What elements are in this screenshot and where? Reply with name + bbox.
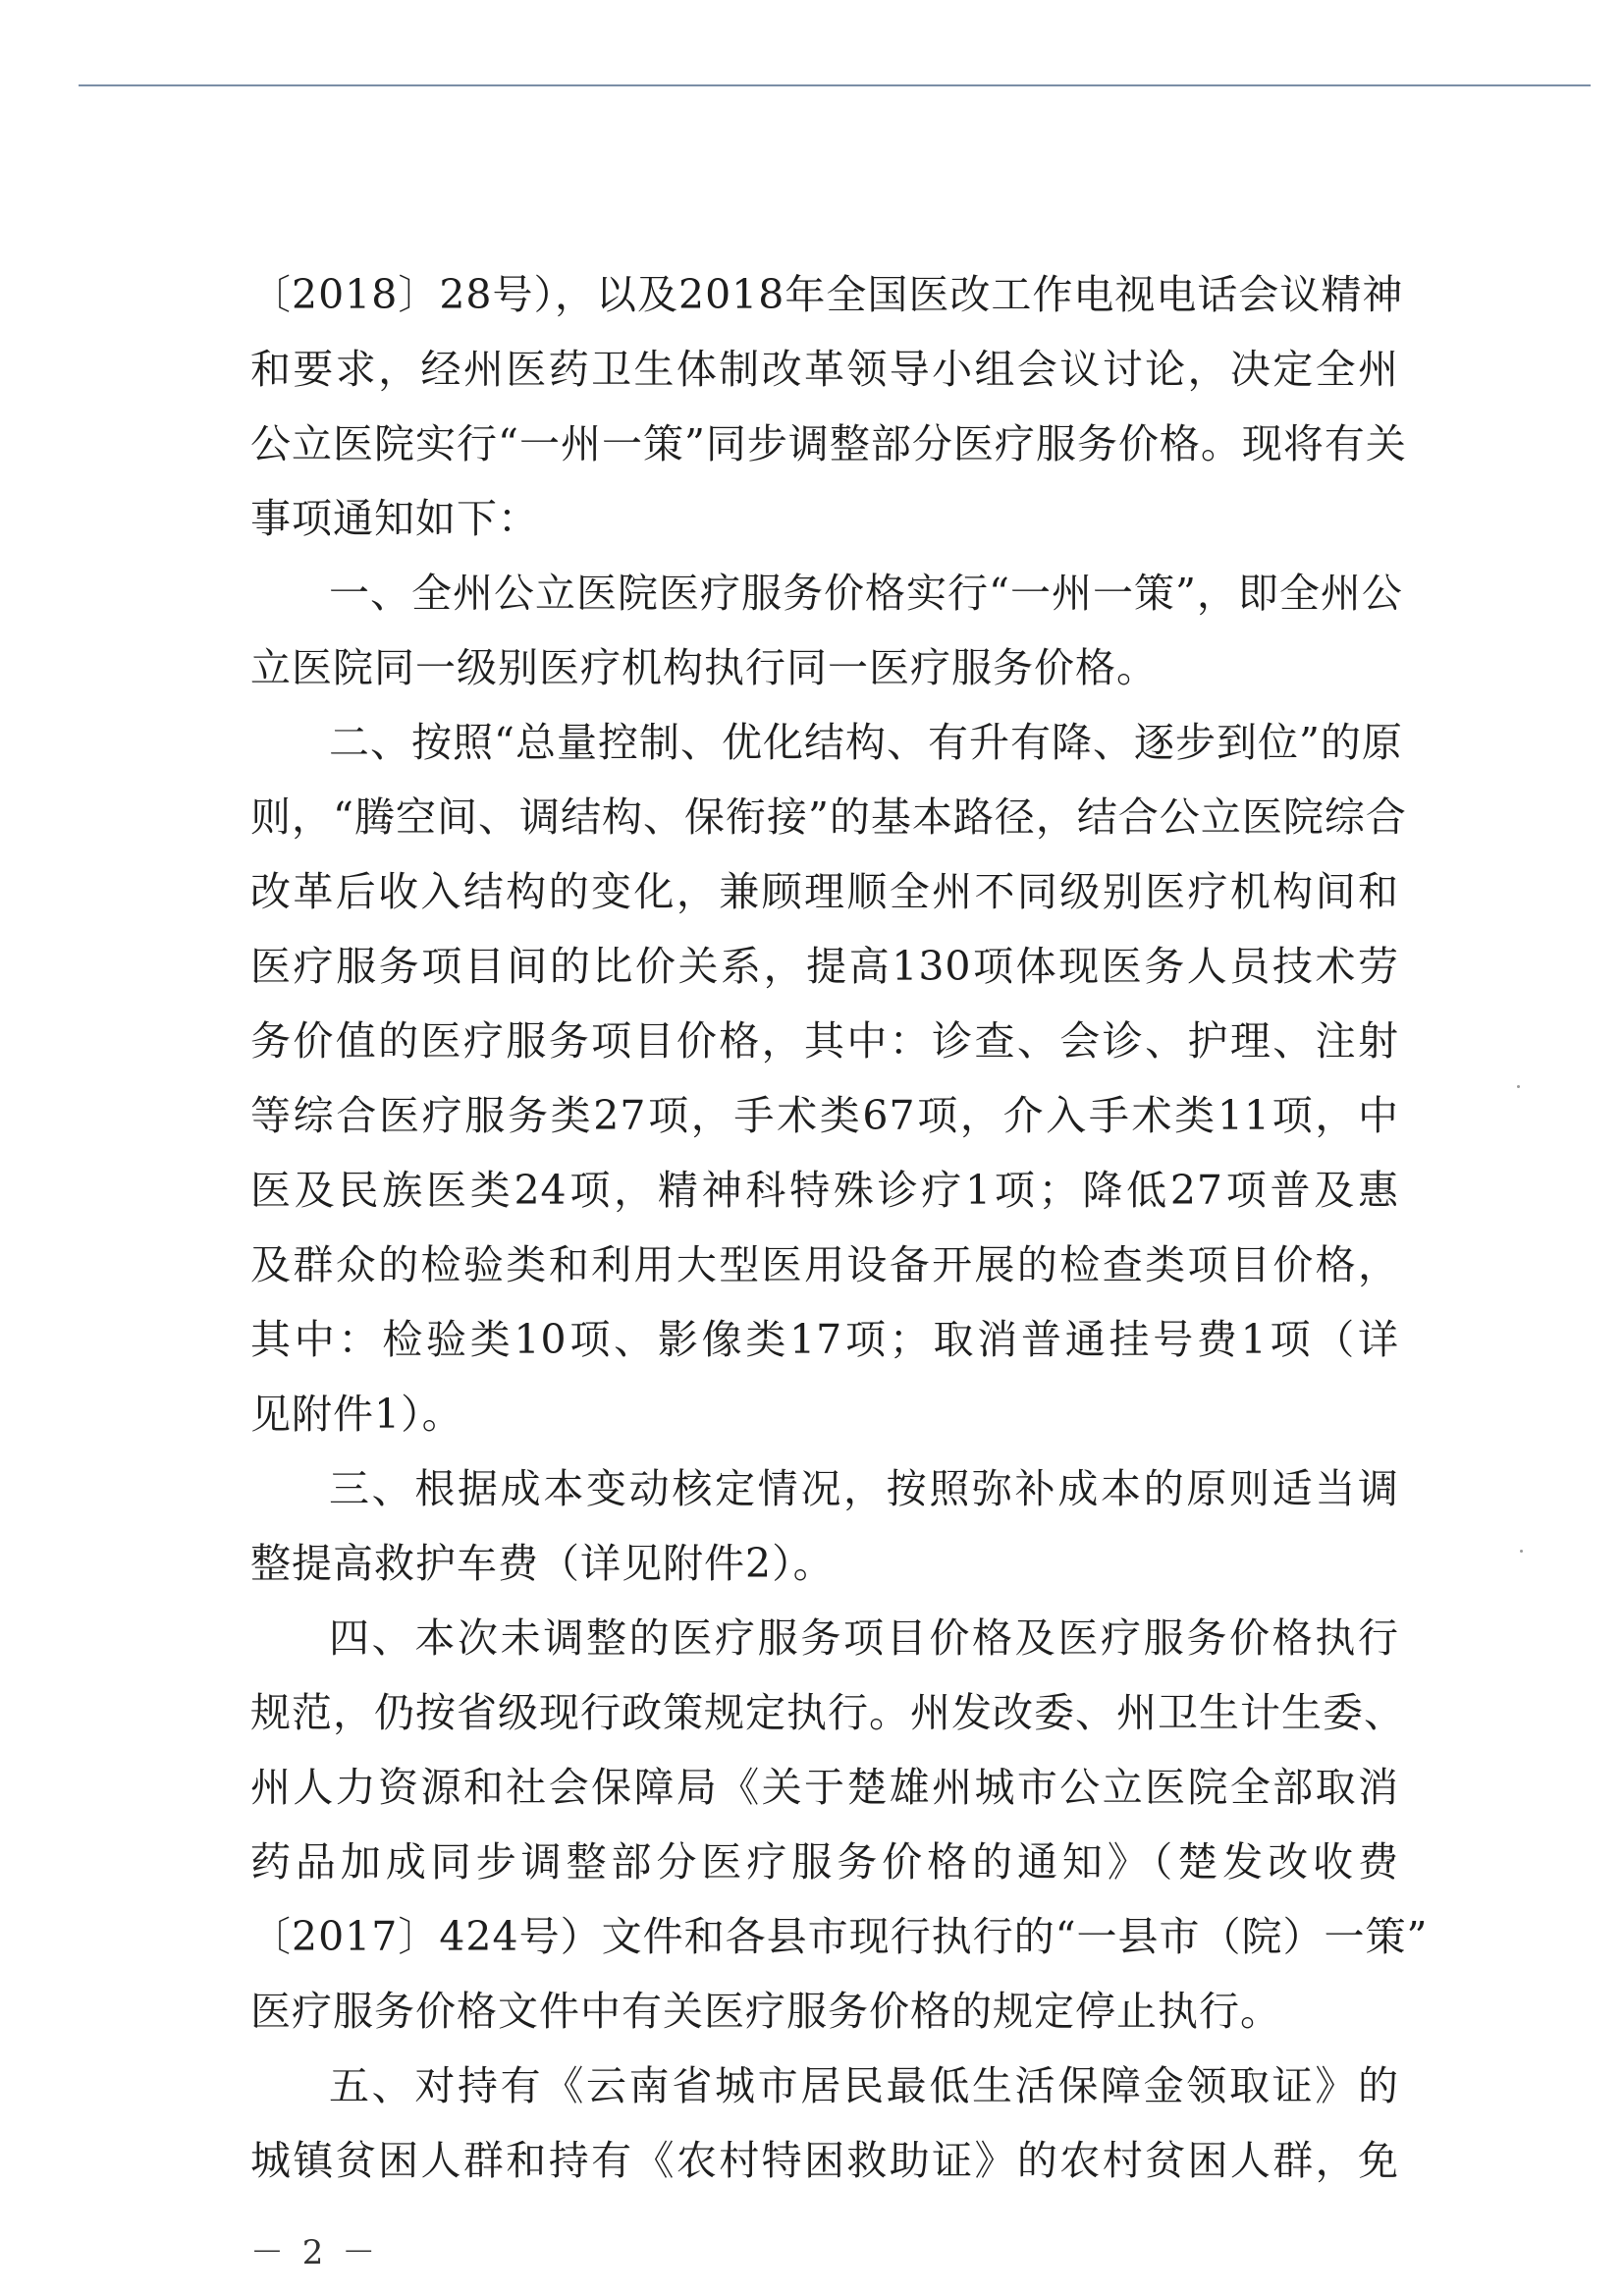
text-line: 州人力资源和社会保障局《关于楚雄州城市公立医院全部取消: [250, 1764, 1399, 1811]
paragraph-first-line: 二、按照“总量控制、优化结构、有升有降、逐步到位”的原: [329, 719, 1403, 766]
text-line: 其中：检验类10项、影像类17项；取消普通挂号费1项（详: [250, 1316, 1399, 1363]
document-body: [250, 257, 1429, 2198]
text-line: 规范，仍按省级现行政策规定执行。州发改委、州卫生计生委、: [250, 1689, 1405, 1736]
text-line: 及群众的检验类和利用大型医用设备开展的检查类项目价格，: [250, 1241, 1399, 1288]
scan-speck: [1520, 1550, 1523, 1553]
paragraph-first-line: 三、根据成本变动核定情况，按照弥补成本的原则适当调: [329, 1465, 1399, 1512]
text-line: 事项通知如下：: [250, 495, 539, 542]
text-line: 务价值的医疗服务项目价格，其中：诊查、会诊、护理、注射: [250, 1017, 1399, 1065]
paragraph-first-line: 一、全州公立医院医疗服务价格实行“一州一策”，即全州公: [329, 570, 1403, 617]
paragraph-first-line: 五、对持有《云南省城市居民最低生活保障金领取证》的: [329, 2062, 1399, 2109]
text-line: 整提高救护车费（详见附件2）。: [250, 1540, 835, 1587]
paragraph-first-line: 四、本次未调整的医疗服务项目价格及医疗服务价格执行: [329, 1614, 1399, 1662]
scan-speck: [1517, 1085, 1520, 1088]
text-line: 公立医院实行“一州一策”同步调整部分医疗服务价格。现将有关: [250, 420, 1407, 467]
text-line: 立医院同一级别医疗机构执行同一医疗服务价格。: [250, 644, 1158, 691]
text-line: 城镇贫困人群和持有《农村特困救助证》的农村贫困人群，免: [250, 2137, 1399, 2184]
text-line: 医疗服务价格文件中有关医疗服务价格的规定停止执行。: [250, 1988, 1281, 2035]
text-line: 药品加成同步调整部分医疗服务价格的通知》（楚发改收费: [250, 1838, 1399, 1886]
text-line: 〔2018〕28号），以及2018年全国医改工作电视电话会议精神: [250, 271, 1404, 318]
page-number: － 2 －: [250, 2233, 380, 2272]
text-line: 则，“腾空间、调结构、保衔接”的基本路径，结合公立医院综合: [250, 793, 1407, 841]
text-line: 见附件1）。: [250, 1391, 463, 1438]
text-line: 等综合医疗服务类27项，手术类67项，介入手术类11项，中: [250, 1092, 1399, 1139]
text-line: 医疗服务项目间的比价关系，提高130项体现医务人员技术劳: [250, 943, 1399, 990]
text-line: 改革后收入结构的变化，兼顾理顺全州不同级别医疗机构间和: [250, 868, 1399, 915]
text-line: 和要求，经州医药卫生体制改革领导小组会议讨论，决定全州: [250, 346, 1399, 393]
text-line: 医及民族医类24项，精神科特殊诊疗1项；降低27项普及惠: [250, 1167, 1399, 1214]
header-rule: [79, 84, 1591, 86]
text-line: 〔2017〕424号）文件和各县市现行执行的“一县市（院）一策”: [250, 1913, 1429, 1960]
